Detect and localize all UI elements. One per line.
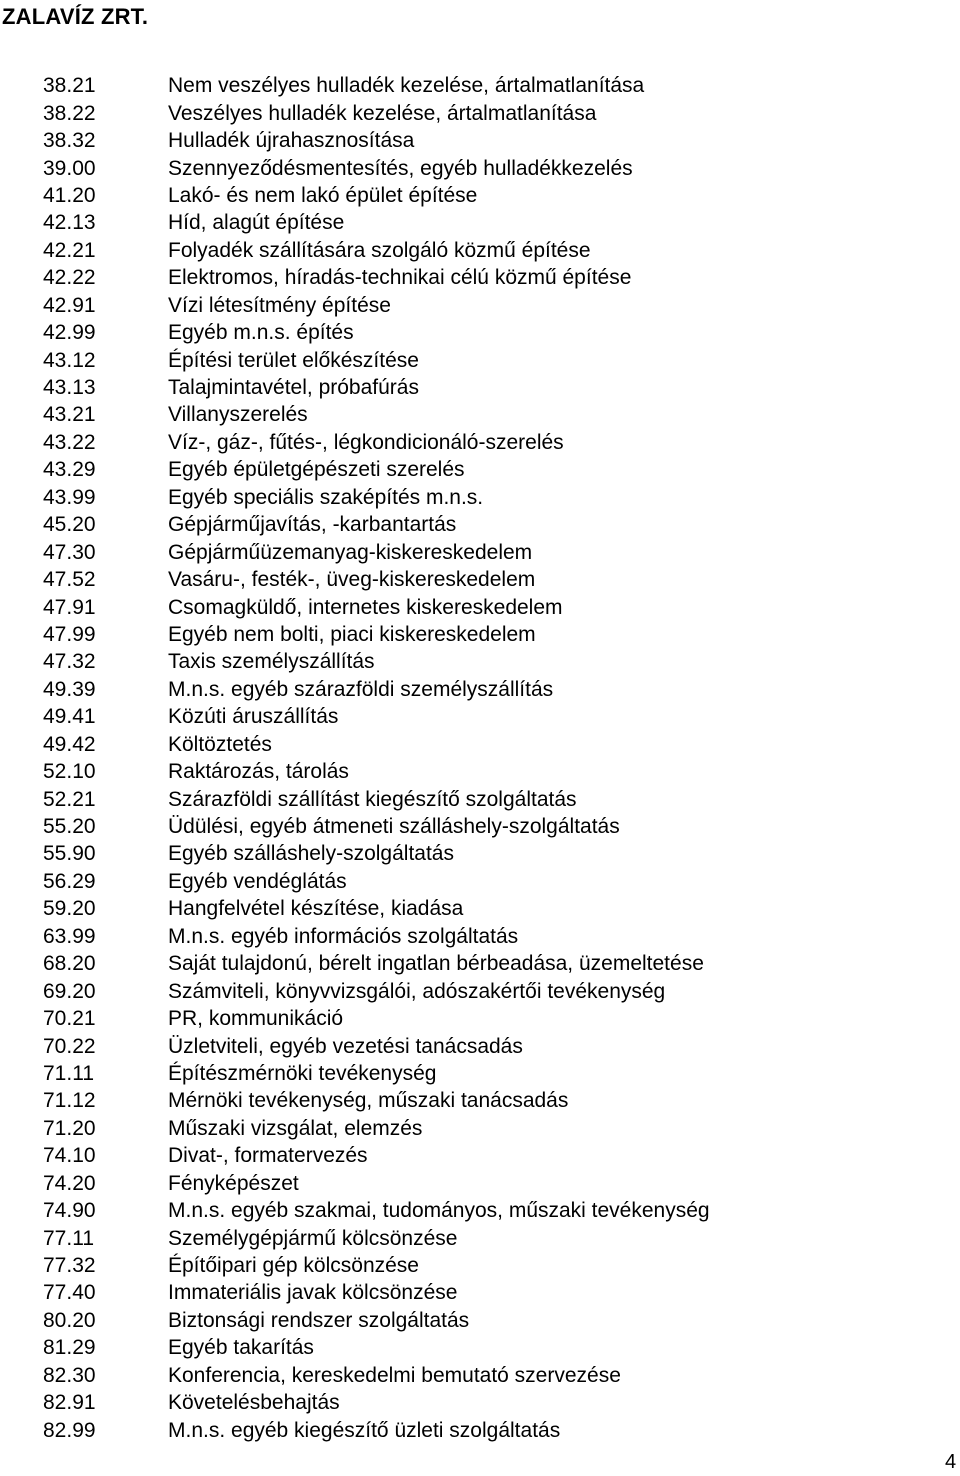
activity-row (43, 593, 923, 620)
activity-code: 82.30 (43, 1363, 96, 1387)
activity-row (43, 1197, 923, 1224)
activity-row (43, 1087, 923, 1114)
activity-description: Egyéb m.n.s. építés (168, 321, 354, 345)
activity-description: Egyéb takarítás (168, 1336, 314, 1360)
activity-row (43, 813, 923, 840)
activity-description: Követelésbehajtás (168, 1391, 340, 1415)
activity-code: 68.20 (43, 952, 96, 976)
activity-row (43, 1362, 923, 1389)
activity-description: Talajmintavétel, próbafúrás (168, 376, 419, 400)
activity-row (43, 401, 923, 428)
activity-description: Raktározás, tárolás (168, 760, 349, 784)
activity-code: 45.20 (43, 513, 96, 537)
activity-code: 47.32 (43, 650, 96, 674)
activity-description: Folyadék szállítására szolgáló közmű építése (168, 238, 591, 262)
activity-description: Műszaki vizsgálat, elemzés (168, 1116, 423, 1140)
activity-description: Közúti áruszállítás (168, 705, 339, 729)
activity-row (43, 1060, 923, 1087)
activity-row (43, 1334, 923, 1361)
activity-row (43, 182, 923, 209)
activity-row (43, 868, 923, 895)
activity-description: Vasáru-, festék-, üveg-kiskereskedelem (168, 568, 536, 592)
activity-code: 43.21 (43, 403, 96, 427)
activity-row (43, 319, 923, 346)
activity-code: 42.21 (43, 238, 96, 262)
activity-description: Lakó- és nem lakó épület építése (168, 183, 478, 207)
activity-description: Taxis személyszállítás (168, 650, 375, 674)
activity-code: 71.12 (43, 1089, 96, 1113)
activity-description: Biztonsági rendszer szolgáltatás (168, 1308, 470, 1332)
activity-code: 52.10 (43, 760, 96, 784)
activity-description: Egyéb vendéglátás (168, 869, 347, 893)
activity-row (43, 99, 923, 126)
activity-description: M.n.s. egyéb kiegészítő üzleti szolgáltatás (168, 1418, 561, 1442)
activity-description: Egyéb épületgépészeti szerelés (168, 458, 465, 482)
activity-code: 47.52 (43, 568, 96, 592)
activity-description: Veszélyes hulladék kezelése, ártalmatlanítása (168, 101, 597, 125)
activity-list (43, 72, 923, 1444)
activity-description: Építési terület előkészítése (168, 348, 419, 372)
activity-code: 43.22 (43, 430, 96, 454)
activity-description: M.n.s. egyéb szakmai, tudományos, műszaki tevékenység (168, 1199, 710, 1223)
activity-description: Víz-, gáz-, fűtés-, légkondicionáló-szerelés (168, 430, 564, 454)
activity-row (43, 785, 923, 812)
activity-row (43, 511, 923, 538)
activity-code: 69.20 (43, 979, 96, 1003)
activity-row (43, 538, 923, 565)
activity-code: 52.21 (43, 787, 96, 811)
activity-description: Hangfelvétel készítése, kiadása (168, 897, 464, 921)
activity-row (43, 1115, 923, 1142)
activity-row (43, 895, 923, 922)
activity-description: Üdülési, egyéb átmeneti szálláshely-szolgáltatás (168, 815, 620, 839)
activity-description: Szennyeződésmentesítés, egyéb hulladékkezelés (168, 156, 633, 180)
activity-code: 39.00 (43, 156, 96, 180)
activity-description: M.n.s. egyéb információs szolgáltatás (168, 924, 519, 948)
activity-code: 47.91 (43, 595, 96, 619)
activity-description: Építőipari gép kölcsönzése (168, 1254, 419, 1278)
activity-row (43, 1142, 923, 1169)
activity-code: 42.91 (43, 293, 96, 317)
activity-row (43, 923, 923, 950)
activity-row (43, 1005, 923, 1032)
activity-description: Csomagküldő, internetes kiskereskedelem (168, 595, 563, 619)
activity-code: 70.22 (43, 1034, 96, 1058)
activity-code: 41.20 (43, 183, 96, 207)
activity-description: M.n.s. egyéb szárazföldi személyszállítás (168, 677, 554, 701)
activity-row (43, 840, 923, 867)
activity-description: PR, kommunikáció (168, 1007, 344, 1031)
activity-code: 38.32 (43, 129, 96, 153)
activity-row (43, 346, 923, 373)
activity-row (43, 731, 923, 758)
activity-row (43, 1389, 923, 1416)
activity-code: 42.13 (43, 211, 96, 235)
activity-description: Híd, alagút építése (168, 211, 345, 235)
activity-description: Fényképészet (168, 1171, 299, 1195)
activity-code: 74.20 (43, 1171, 96, 1195)
activity-code: 43.12 (43, 348, 96, 372)
activity-description: Személygépjármű kölcsönzése (168, 1226, 458, 1250)
activity-code: 49.41 (43, 705, 96, 729)
activity-code: 42.22 (43, 266, 96, 290)
activity-code: 77.11 (43, 1226, 94, 1250)
activity-row (43, 977, 923, 1004)
activity-row (43, 237, 923, 264)
activity-description: Konferencia, kereskedelmi bemutató szervezése (168, 1363, 621, 1387)
activity-code: 43.29 (43, 458, 96, 482)
activity-code: 82.99 (43, 1418, 96, 1442)
activity-row (43, 758, 923, 785)
activity-description: Gépjárműüzemanyag-kiskereskedelem (168, 540, 533, 564)
activity-code: 74.10 (43, 1144, 96, 1168)
activity-row (43, 456, 923, 483)
activity-code: 49.42 (43, 732, 96, 756)
activity-row (43, 72, 923, 99)
activity-row (43, 566, 923, 593)
activity-description: Mérnöki tevékenység, műszaki tanácsadás (168, 1089, 569, 1113)
activity-row (43, 676, 923, 703)
activity-code: 82.91 (43, 1391, 96, 1415)
activity-description: Szárazföldi szállítást kiegészítő szolgáltatás (168, 787, 577, 811)
activity-description: Egyéb speciális szaképítés m.n.s. (168, 485, 484, 509)
activity-row (43, 209, 923, 236)
activity-description: Vízi létesítmény építése (168, 293, 391, 317)
activity-row (43, 621, 923, 648)
activity-description: Hulladék újrahasznosítása (168, 129, 415, 153)
activity-description: Üzletviteli, egyéb vezetési tanácsadás (168, 1034, 523, 1058)
activity-row (43, 648, 923, 675)
activity-code: 43.13 (43, 376, 96, 400)
activity-code: 47.99 (43, 622, 96, 646)
company-title: ZALAVÍZ ZRT. (2, 4, 149, 29)
activity-row (43, 484, 923, 511)
activity-description: Elektromos, híradás-technikai célú közmű építése (168, 266, 632, 290)
activity-row (43, 154, 923, 181)
activity-row (43, 1252, 923, 1279)
activity-row (43, 429, 923, 456)
activity-description: Egyéb nem bolti, piaci kiskereskedelem (168, 622, 536, 646)
activity-row (43, 1416, 923, 1443)
activity-code: 43.99 (43, 485, 96, 509)
activity-row (43, 1032, 923, 1059)
activity-row (43, 374, 923, 401)
activity-code: 81.29 (43, 1336, 96, 1360)
activity-description: Saját tulajdonú, bérelt ingatlan bérbeadása, üzemeltetése (168, 952, 704, 976)
activity-row (43, 292, 923, 319)
activity-code: 80.20 (43, 1308, 96, 1332)
activity-code: 63.99 (43, 924, 96, 948)
activity-code: 38.21 (43, 74, 96, 98)
activity-row (43, 127, 923, 154)
activity-description: Költöztetés (168, 732, 272, 756)
activity-row (43, 1170, 923, 1197)
activity-code: 71.11 (43, 1061, 94, 1085)
activity-code: 42.99 (43, 321, 96, 345)
activity-code: 47.30 (43, 540, 96, 564)
activity-code: 70.21 (43, 1007, 96, 1031)
activity-code: 77.40 (43, 1281, 96, 1305)
activity-description: Építészmérnöki tevékenység (168, 1061, 437, 1085)
activity-row (43, 1224, 923, 1251)
activity-code: 56.29 (43, 869, 96, 893)
activity-code: 49.39 (43, 677, 96, 701)
activity-code: 38.22 (43, 101, 96, 125)
activity-row (43, 1307, 923, 1334)
activity-description: Gépjárműjavítás, -karbantartás (168, 513, 457, 537)
activity-row (43, 703, 923, 730)
activity-code: 55.90 (43, 842, 96, 866)
activity-description: Divat-, formatervezés (168, 1144, 368, 1168)
activity-description: Egyéb szálláshely-szolgáltatás (168, 842, 454, 866)
activity-code: 74.90 (43, 1199, 96, 1223)
activity-description: Villanyszerelés (168, 403, 308, 427)
activity-code: 55.20 (43, 815, 96, 839)
activity-description: Számviteli, könyvvizsgálói, adószakértői tevékenység (168, 979, 666, 1003)
activity-description: Immateriális javak kölcsönzése (168, 1281, 458, 1305)
activity-row (43, 950, 923, 977)
activity-code: 59.20 (43, 897, 96, 921)
activity-code: 71.20 (43, 1116, 96, 1140)
activity-row (43, 264, 923, 291)
activity-code: 77.32 (43, 1254, 96, 1278)
activity-description: Nem veszélyes hulladék kezelése, ártalmatlanítása (168, 74, 645, 98)
activity-row (43, 1279, 923, 1306)
page-number: 4 (945, 1451, 957, 1473)
